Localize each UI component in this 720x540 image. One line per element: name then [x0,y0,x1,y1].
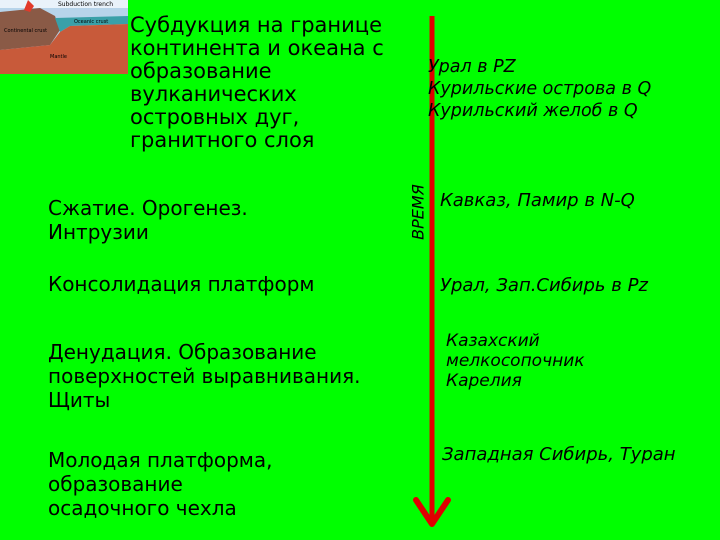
inset-continental-label: Continental crust [4,28,48,34]
stage-subduction-label: Субдукция на границе континента и океана с образование вулканических островных дуг, гранитного слоя [130,13,384,152]
stage-consolidation-label: Консолидация платформ [48,272,315,296]
subduction-inset-image [0,0,128,74]
stage-young-platform-examples: Западная Сибирь, Туран [442,444,676,465]
stage-young-platform-label: Молодая платформа, образование осадочного чехла [48,448,273,520]
inset-mantle-label: Mantle [50,54,67,60]
stage-orogenesis-label: Сжатие. Орогенез. Интрузии [48,196,248,244]
stage-denudation-label: Денудация. Образование поверхностей выравнивания. Щиты [48,340,361,412]
inset-title-label: Subduction trench [58,1,114,8]
stage-denudation-examples: Казахский мелкосопочник Карелия [446,331,585,391]
stage-consolidation-examples: Урал, Зап.Сибирь в Pz [440,275,648,296]
inset-oceanic-label: Oceanic crust [74,19,109,25]
time-axis-label: ВРЕМЯ [408,184,428,240]
stage-orogenesis-examples: Кавказ, Памир в N-Q [440,190,635,211]
stage-subduction-examples: Урал в PZ Курильские острова в Q Курильский желоб в Q [428,57,652,121]
